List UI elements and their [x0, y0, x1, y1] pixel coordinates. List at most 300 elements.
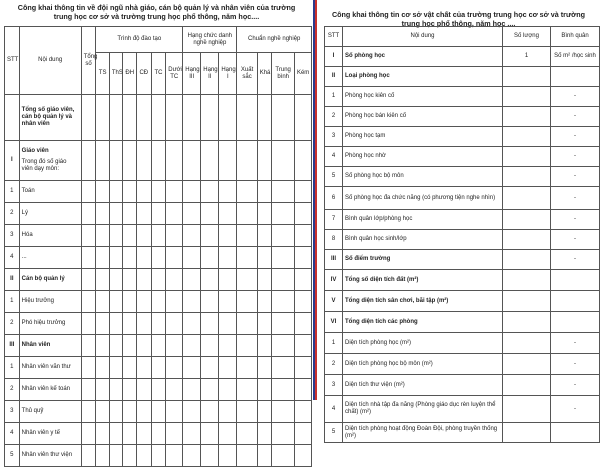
- empty-cell: [201, 357, 219, 379]
- empty-cell: [123, 379, 137, 401]
- empty-cell: [272, 95, 295, 141]
- empty-cell: [151, 357, 166, 379]
- empty-cell: [237, 247, 257, 269]
- empty-cell: [136, 445, 151, 467]
- empty-cell: [136, 291, 151, 313]
- empty-cell: [201, 335, 219, 357]
- row-label: Số phòng học: [343, 47, 503, 67]
- empty-cell: [201, 291, 219, 313]
- empty-cell: [166, 379, 183, 401]
- empty-cell: [201, 379, 219, 401]
- row-average: -: [551, 87, 600, 107]
- row-quantity: [503, 375, 551, 396]
- empty-cell: [294, 95, 311, 141]
- row-average: [551, 423, 600, 443]
- empty-cell: [294, 141, 311, 181]
- empty-cell: [81, 313, 96, 335]
- staff-row: [5, 379, 312, 401]
- row-average: [551, 291, 600, 312]
- row-quantity: [503, 210, 551, 230]
- facilities-document-title: Công khai thông tin cơ sở vật chất của trường trung học cơ sở và trường trung học phổ thông, năm học ....: [331, 10, 586, 28]
- empty-cell: [96, 225, 110, 247]
- row-stt: 1: [325, 87, 343, 107]
- empty-cell: [272, 291, 295, 313]
- header-training-level: CĐ: [136, 53, 151, 95]
- row-average: -: [551, 230, 600, 250]
- empty-cell: [219, 225, 237, 247]
- empty-cell: [96, 445, 110, 467]
- staff-row: [5, 401, 312, 423]
- row-stt: [5, 95, 20, 141]
- empty-cell: [257, 203, 272, 225]
- empty-cell: [151, 445, 166, 467]
- header-total: Tổng số: [81, 27, 96, 95]
- row-quantity: [503, 312, 551, 333]
- row-quantity: [503, 396, 551, 423]
- empty-cell: [151, 141, 166, 181]
- row-stt: II: [325, 67, 343, 87]
- row-stt: VI: [325, 312, 343, 333]
- empty-cell: [294, 247, 311, 269]
- empty-cell: [136, 247, 151, 269]
- facilities-table: [324, 26, 600, 443]
- row-label: [19, 181, 81, 203]
- empty-cell: [166, 203, 183, 225]
- empty-cell: [151, 95, 166, 141]
- row-label: [19, 291, 81, 313]
- row-quantity: [503, 87, 551, 107]
- empty-cell: [81, 247, 96, 269]
- facility-row: [325, 312, 600, 333]
- empty-cell: [151, 313, 166, 335]
- facility-row: [325, 107, 600, 127]
- empty-cell: [96, 423, 110, 445]
- empty-cell: [136, 357, 151, 379]
- empty-cell: [257, 225, 272, 247]
- facility-row: [325, 291, 600, 312]
- empty-cell: [123, 269, 137, 291]
- staff-document-title: Công khai thông tin về đội ngũ nhà giáo, cán bộ quản lý và nhân viên của trường trung học cơ sở và trường trung học phổ thông, năm học....: [17, 3, 296, 21]
- empty-cell: [237, 313, 257, 335]
- row-label: Số phòng học bộ môn: [343, 167, 503, 187]
- row-stt: 2: [5, 313, 20, 335]
- empty-cell: [272, 269, 295, 291]
- row-average: -: [551, 210, 600, 230]
- empty-cell: [151, 181, 166, 203]
- row-stt: I: [325, 47, 343, 67]
- header-training-level: TC: [151, 53, 166, 95]
- facility-row: [325, 354, 600, 375]
- row-label-text: Toán: [21, 188, 35, 194]
- row-stt: 2: [5, 203, 20, 225]
- row-stt: 4: [325, 147, 343, 167]
- row-label: [19, 357, 81, 379]
- row-label-text: ...: [21, 254, 27, 260]
- staff-row: [5, 203, 312, 225]
- empty-cell: [81, 379, 96, 401]
- header-standard: Xuất sắc: [237, 53, 257, 95]
- empty-cell: [123, 313, 137, 335]
- empty-cell: [123, 95, 137, 141]
- empty-cell: [201, 203, 219, 225]
- row-stt: 6: [325, 187, 343, 210]
- empty-cell: [219, 335, 237, 357]
- empty-cell: [96, 291, 110, 313]
- staff-table: [4, 26, 312, 467]
- empty-cell: [151, 379, 166, 401]
- empty-cell: [237, 379, 257, 401]
- empty-cell: [151, 225, 166, 247]
- row-label: Diện tích phòng hoạt động Đoàn Đội, phòng truyền thống (m²): [343, 423, 503, 443]
- row-label: Bình quân lớp/phòng học: [343, 210, 503, 230]
- staff-row: [5, 291, 312, 313]
- empty-cell: [183, 181, 201, 203]
- empty-cell: [109, 357, 123, 379]
- empty-cell: [151, 335, 166, 357]
- row-label: [19, 141, 81, 181]
- empty-cell: [237, 423, 257, 445]
- row-label-text: Giáo viên: [21, 148, 49, 154]
- header-content: Nội dung: [343, 27, 503, 47]
- facility-row: [325, 423, 600, 443]
- empty-cell: [109, 247, 123, 269]
- staff-row: [5, 95, 312, 141]
- empty-cell: [237, 95, 257, 141]
- empty-cell: [151, 247, 166, 269]
- row-label: [19, 335, 81, 357]
- empty-cell: [81, 95, 96, 141]
- row-label: Diện tích phòng học bộ môn (m²): [343, 354, 503, 375]
- facility-row: [325, 67, 600, 87]
- facility-row: [325, 167, 600, 187]
- empty-cell: [257, 141, 272, 181]
- empty-cell: [166, 181, 183, 203]
- row-stt: 3: [5, 225, 20, 247]
- row-label: Phòng học tạm: [343, 127, 503, 147]
- row-average: -: [551, 333, 600, 354]
- empty-cell: [272, 247, 295, 269]
- empty-cell: [237, 269, 257, 291]
- empty-cell: [219, 181, 237, 203]
- empty-cell: [257, 401, 272, 423]
- row-stt: 5: [5, 445, 20, 467]
- row-label: Phòng học nhờ: [343, 147, 503, 167]
- empty-cell: [237, 445, 257, 467]
- empty-cell: [294, 379, 311, 401]
- empty-cell: [237, 225, 257, 247]
- row-label: Loại phòng học: [343, 67, 503, 87]
- row-stt: III: [325, 250, 343, 270]
- empty-cell: [136, 379, 151, 401]
- header-stt: STT: [325, 27, 343, 47]
- staff-row: [5, 335, 312, 357]
- empty-cell: [109, 335, 123, 357]
- row-quantity: [503, 291, 551, 312]
- empty-cell: [136, 203, 151, 225]
- empty-cell: [96, 335, 110, 357]
- empty-cell: [257, 247, 272, 269]
- row-quantity: [503, 423, 551, 443]
- facility-row: [325, 333, 600, 354]
- header-stt: STT: [5, 27, 20, 95]
- empty-cell: [166, 225, 183, 247]
- empty-cell: [257, 357, 272, 379]
- row-label-sub: Trong đó số giáo viên dạy môn:: [21, 159, 67, 172]
- empty-cell: [219, 141, 237, 181]
- facility-row: [325, 47, 600, 67]
- row-stt: 7: [325, 210, 343, 230]
- row-stt: 2: [325, 354, 343, 375]
- empty-cell: [96, 269, 110, 291]
- empty-cell: [166, 423, 183, 445]
- empty-cell: [109, 141, 123, 181]
- empty-cell: [272, 379, 295, 401]
- row-label-text: Hiệu trưởng: [21, 298, 54, 304]
- empty-cell: [219, 313, 237, 335]
- empty-cell: [166, 335, 183, 357]
- empty-cell: [81, 423, 96, 445]
- empty-cell: [183, 291, 201, 313]
- empty-cell: [183, 423, 201, 445]
- row-label-text: Tổng số giáo viên, cán bộ quản lý và nhân viên: [21, 107, 75, 127]
- facility-row: [325, 147, 600, 167]
- empty-cell: [81, 335, 96, 357]
- row-stt: 1: [5, 291, 20, 313]
- empty-cell: [151, 269, 166, 291]
- empty-cell: [81, 181, 96, 203]
- empty-cell: [183, 445, 201, 467]
- row-average: -: [551, 167, 600, 187]
- empty-cell: [81, 203, 96, 225]
- empty-cell: [166, 313, 183, 335]
- row-label: [19, 423, 81, 445]
- staff-row: [5, 313, 312, 335]
- row-stt: 4: [5, 423, 20, 445]
- header-training-group: Trình độ đào tạo: [96, 27, 183, 53]
- row-label: [19, 445, 81, 467]
- empty-cell: [237, 181, 257, 203]
- empty-cell: [219, 357, 237, 379]
- empty-cell: [294, 313, 311, 335]
- empty-cell: [136, 335, 151, 357]
- row-stt: 5: [325, 167, 343, 187]
- header-rank: Hạng II: [201, 53, 219, 95]
- row-stt: 2: [325, 107, 343, 127]
- header-standard: Kém: [294, 53, 311, 95]
- empty-cell: [257, 181, 272, 203]
- empty-cell: [272, 335, 295, 357]
- staff-row: [5, 423, 312, 445]
- row-average: -: [551, 250, 600, 270]
- row-label: Số phòng học đa chức năng (có phương tiện nghe nhìn): [343, 187, 503, 210]
- row-average: -: [551, 187, 600, 210]
- row-quantity: [503, 187, 551, 210]
- header-standard-group: Chuẩn nghề nghiệp: [237, 27, 312, 53]
- row-stt: II: [5, 269, 20, 291]
- empty-cell: [81, 357, 96, 379]
- empty-cell: [294, 181, 311, 203]
- empty-cell: [201, 141, 219, 181]
- empty-cell: [109, 401, 123, 423]
- empty-cell: [257, 313, 272, 335]
- empty-cell: [272, 445, 295, 467]
- empty-cell: [257, 291, 272, 313]
- empty-cell: [123, 203, 137, 225]
- empty-cell: [166, 141, 183, 181]
- empty-cell: [237, 401, 257, 423]
- facility-row: [325, 250, 600, 270]
- empty-cell: [136, 423, 151, 445]
- header-training-level: TS: [96, 53, 110, 95]
- row-label-text: Cán bộ quản lý: [21, 276, 65, 282]
- empty-cell: [123, 141, 137, 181]
- empty-cell: [136, 141, 151, 181]
- row-label: [19, 225, 81, 247]
- header-training-level: Dưới TC: [166, 53, 183, 95]
- empty-cell: [123, 291, 137, 313]
- staff-row: [5, 181, 312, 203]
- empty-cell: [109, 203, 123, 225]
- facility-row: [325, 230, 600, 250]
- empty-cell: [257, 423, 272, 445]
- empty-cell: [136, 269, 151, 291]
- row-label: [19, 95, 81, 141]
- empty-cell: [96, 95, 110, 141]
- facility-row: [325, 210, 600, 230]
- row-stt: 3: [325, 375, 343, 396]
- row-stt: 1: [5, 181, 20, 203]
- header-quantity: Số lượng: [503, 27, 551, 47]
- empty-cell: [151, 291, 166, 313]
- empty-cell: [294, 423, 311, 445]
- empty-cell: [201, 401, 219, 423]
- empty-cell: [183, 225, 201, 247]
- row-label-text: Nhân viên: [21, 342, 51, 348]
- staff-row: [5, 141, 312, 181]
- empty-cell: [294, 291, 311, 313]
- empty-cell: [151, 401, 166, 423]
- empty-cell: [109, 423, 123, 445]
- row-label-text: Lý: [21, 210, 28, 216]
- empty-cell: [96, 401, 110, 423]
- empty-cell: [272, 401, 295, 423]
- row-label: Tổng diện tích các phòng: [343, 312, 503, 333]
- row-average: [551, 270, 600, 291]
- header-rank: Hạng III: [183, 53, 201, 95]
- row-label: Tổng diện tích sân chơi, bãi tập (m²): [343, 291, 503, 312]
- row-label-text: Thủ quỹ: [21, 408, 44, 414]
- empty-cell: [151, 203, 166, 225]
- row-quantity: [503, 67, 551, 87]
- row-stt: 1: [5, 357, 20, 379]
- row-label: [19, 269, 81, 291]
- row-stt: I: [5, 141, 20, 181]
- header-training-level: ThS: [109, 53, 123, 95]
- row-stt: IV: [325, 270, 343, 291]
- header-training-level: ĐH: [123, 53, 137, 95]
- empty-cell: [123, 357, 137, 379]
- facilities-disclosure-document: [315, 0, 600, 439]
- row-label: Tổng số diện tích đất (m²): [343, 270, 503, 291]
- empty-cell: [109, 445, 123, 467]
- empty-cell: [81, 291, 96, 313]
- empty-cell: [96, 181, 110, 203]
- empty-cell: [201, 181, 219, 203]
- row-quantity: [503, 333, 551, 354]
- row-stt: 1: [325, 333, 343, 354]
- header-standard: Khá: [257, 53, 272, 95]
- row-quantity: [503, 230, 551, 250]
- facility-row: [325, 127, 600, 147]
- empty-cell: [294, 335, 311, 357]
- empty-cell: [109, 95, 123, 141]
- empty-cell: [183, 401, 201, 423]
- empty-cell: [257, 445, 272, 467]
- empty-cell: [96, 247, 110, 269]
- empty-cell: [219, 401, 237, 423]
- empty-cell: [136, 313, 151, 335]
- empty-cell: [219, 95, 237, 141]
- staff-row: [5, 357, 312, 379]
- row-average: -: [551, 147, 600, 167]
- empty-cell: [183, 247, 201, 269]
- row-label-text: Nhân viên y tế: [21, 430, 61, 436]
- row-quantity: [503, 147, 551, 167]
- empty-cell: [294, 445, 311, 467]
- empty-cell: [237, 357, 257, 379]
- empty-cell: [201, 269, 219, 291]
- empty-cell: [257, 269, 272, 291]
- empty-cell: [109, 313, 123, 335]
- empty-cell: [272, 423, 295, 445]
- empty-cell: [272, 203, 295, 225]
- row-average: Số m² /học sinh: [551, 47, 600, 67]
- empty-cell: [136, 181, 151, 203]
- empty-cell: [81, 141, 96, 181]
- empty-cell: [96, 313, 110, 335]
- staff-row: [5, 247, 312, 269]
- empty-cell: [166, 291, 183, 313]
- row-label-text: Nhân viên văn thư: [21, 364, 71, 370]
- empty-cell: [96, 357, 110, 379]
- empty-cell: [123, 423, 137, 445]
- row-average: [551, 67, 600, 87]
- empty-cell: [166, 247, 183, 269]
- staff-row: [5, 225, 312, 247]
- empty-cell: [257, 335, 272, 357]
- empty-cell: [219, 203, 237, 225]
- row-label-text: Hóa: [21, 232, 33, 238]
- empty-cell: [183, 141, 201, 181]
- empty-cell: [257, 379, 272, 401]
- facility-row: [325, 187, 600, 210]
- empty-cell: [294, 269, 311, 291]
- empty-cell: [123, 445, 137, 467]
- empty-cell: [96, 141, 110, 181]
- row-quantity: [503, 167, 551, 187]
- empty-cell: [183, 313, 201, 335]
- empty-cell: [272, 181, 295, 203]
- header-rank-group: Hạng chức danh nghề nghiệp: [183, 27, 237, 53]
- row-stt: 3: [325, 127, 343, 147]
- row-stt: 4: [5, 247, 20, 269]
- empty-cell: [272, 225, 295, 247]
- empty-cell: [183, 357, 201, 379]
- empty-cell: [183, 379, 201, 401]
- empty-cell: [294, 225, 311, 247]
- row-quantity: [503, 127, 551, 147]
- empty-cell: [219, 423, 237, 445]
